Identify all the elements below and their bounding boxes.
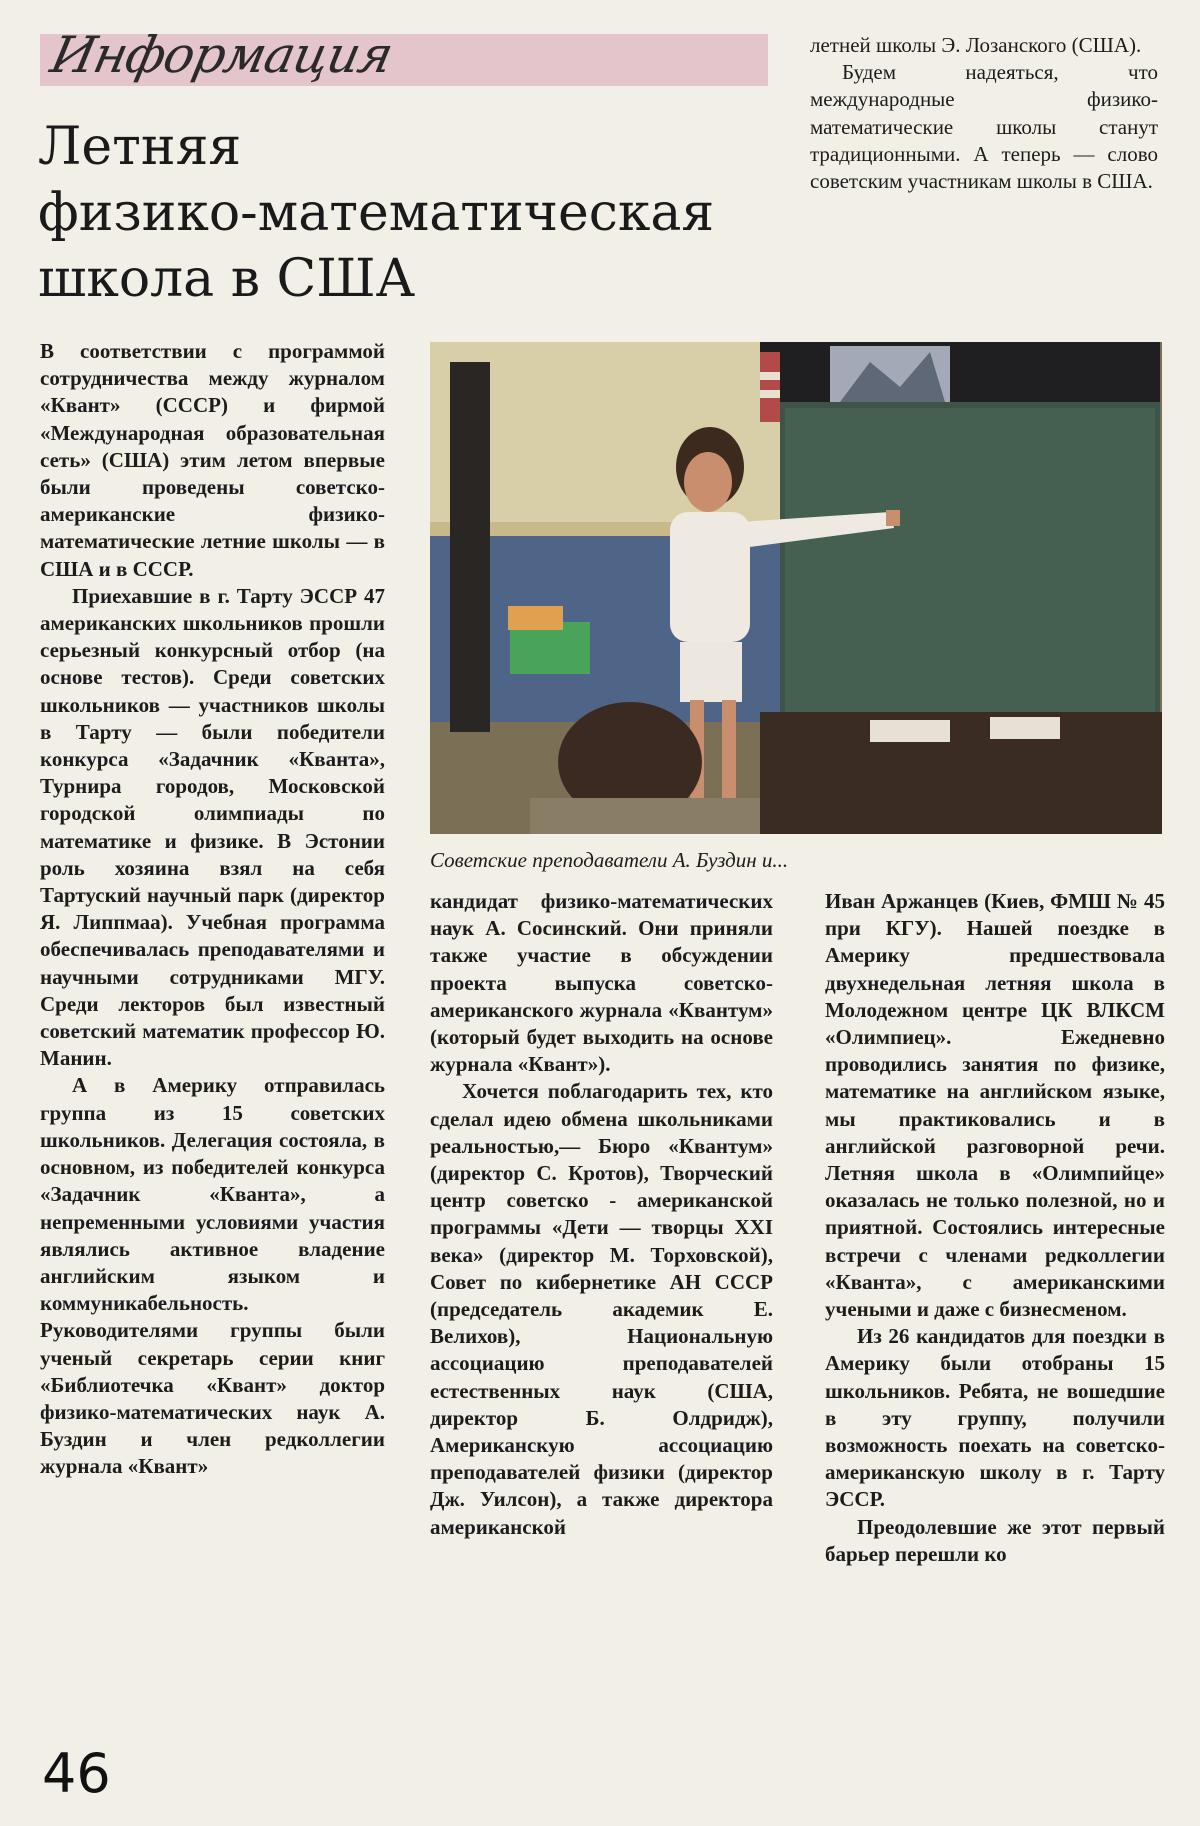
title-line: физико-математическая: [38, 183, 715, 243]
photo-caption: Советские преподаватели А. Буздин и...: [430, 848, 789, 872]
page-number: 46: [42, 1742, 111, 1805]
classroom-photo: [430, 342, 1162, 834]
paragraph: Хочется поблагодарить тех, кто сделал идею обмена школьниками реальностью,— Бюро «Квантум» (директор С. Кротов), Творческий центр советско - американской программы «Дети — творцы XXI века» (директор М. Торховской), Совет по кибернетике АН СССР (председатель академик Е. Велихов), Национальную ассоциацию преподавателей естественных наук (США, директор Б. Олдридж), Американскую ассоциацию преподавателей физики (директор Дж. Уилсон), а также директора американской: [430, 1079, 773, 1539]
intro-column: [810, 32, 1158, 195]
text-column-3: [825, 888, 1165, 1568]
paragraph-text: (Киев, ФМШ № 45 при КГУ). Нашей поездке в Америку предшествовала двухнедельная летняя школа в Молодежном центре ЦК ВЛКСМ «Олимпиец». Ежедневно проводились занятия по физике, математике на английском языке, мы практиковались и в английской разговорной речи. Летняя школа в «Олимпийце» оказалась не только полезной, но и приятной. Состоялись интересные встречи с членами редколлегии «Кванта», с американскими учеными и даже с бизнесменом.: [825, 889, 1165, 1322]
title-line: школа в США: [38, 249, 416, 309]
paragraph: Из 26 кандидатов для поездки в Америку были отобраны 15 школьников. Ребята, не вошедшие в эту группу, получили возможность поехать на советско-американскую школу в г. Тарту ЭССР.: [825, 1324, 1165, 1512]
author-name: Иван Аржанцев: [825, 889, 979, 913]
title-line: Летняя: [38, 117, 242, 177]
paragraph: А в Америку отправилась группа из 15 советских школьников. Делегация состояла, в основном, из победителей конкурса «Задачник «Кванта», а непременными условиями участия являлись активное владение английским языком и коммуникабельность. Руководителями группы были ученый секретарь серии книг «Библиотечка «Квант» доктор физико-математических наук А. Буздин и член редколлегии журнала «Квант»: [40, 1073, 385, 1479]
text-column-2: [430, 888, 773, 1541]
intro-paragraph: Будем надеяться, что международные физико-математические школы станут традиционными. А теперь — слово советским участникам школы в США.: [810, 60, 1158, 194]
text-column-1: [40, 338, 385, 1481]
paragraph: кандидат физико-математических наук А. Сосинский. Они приняли также участие в обсуждении проекта выпуска советско-американского журнала «Квантум» (который будет выходить на основе журнала «Квант»).: [430, 889, 773, 1077]
paragraph: Приехавшие в г. Тарту ЭССР 47 американских школьников прошли серьезный конкурсный отбор (на основе тестов). Среди советских школьников — участников школы в Тарту — были победители конкурса «Задачник «Кванта», Турнира городов, Московской городской олимпиады по математике и физике. В Эстонии роль хозяина взял на себя Тартуский научный парк (директор Я. Липпмаа). Учебная программа обеспечивалась преподавателями и научными сотрудниками МГУ. Среди лекторов был известный советский математик профессор Ю. Манин.: [40, 583, 385, 1071]
intro-paragraph: летней школы Э. Лозанского (США).: [810, 33, 1142, 57]
article-title: [38, 114, 778, 312]
rubric-label: Информация: [45, 26, 398, 84]
paragraph: [825, 888, 1165, 1323]
paragraph: Преодолевшие же этот первый барьер перешли ко: [825, 1514, 1165, 1566]
paragraph: В соответствии с программой сотрудничества между журналом «Квант» (СССР) и фирмой «Международная образовательная сеть» (США) этим летом впервые были проведены советско-американские физико-математические летние школы — в США и в СССР.: [40, 339, 385, 581]
